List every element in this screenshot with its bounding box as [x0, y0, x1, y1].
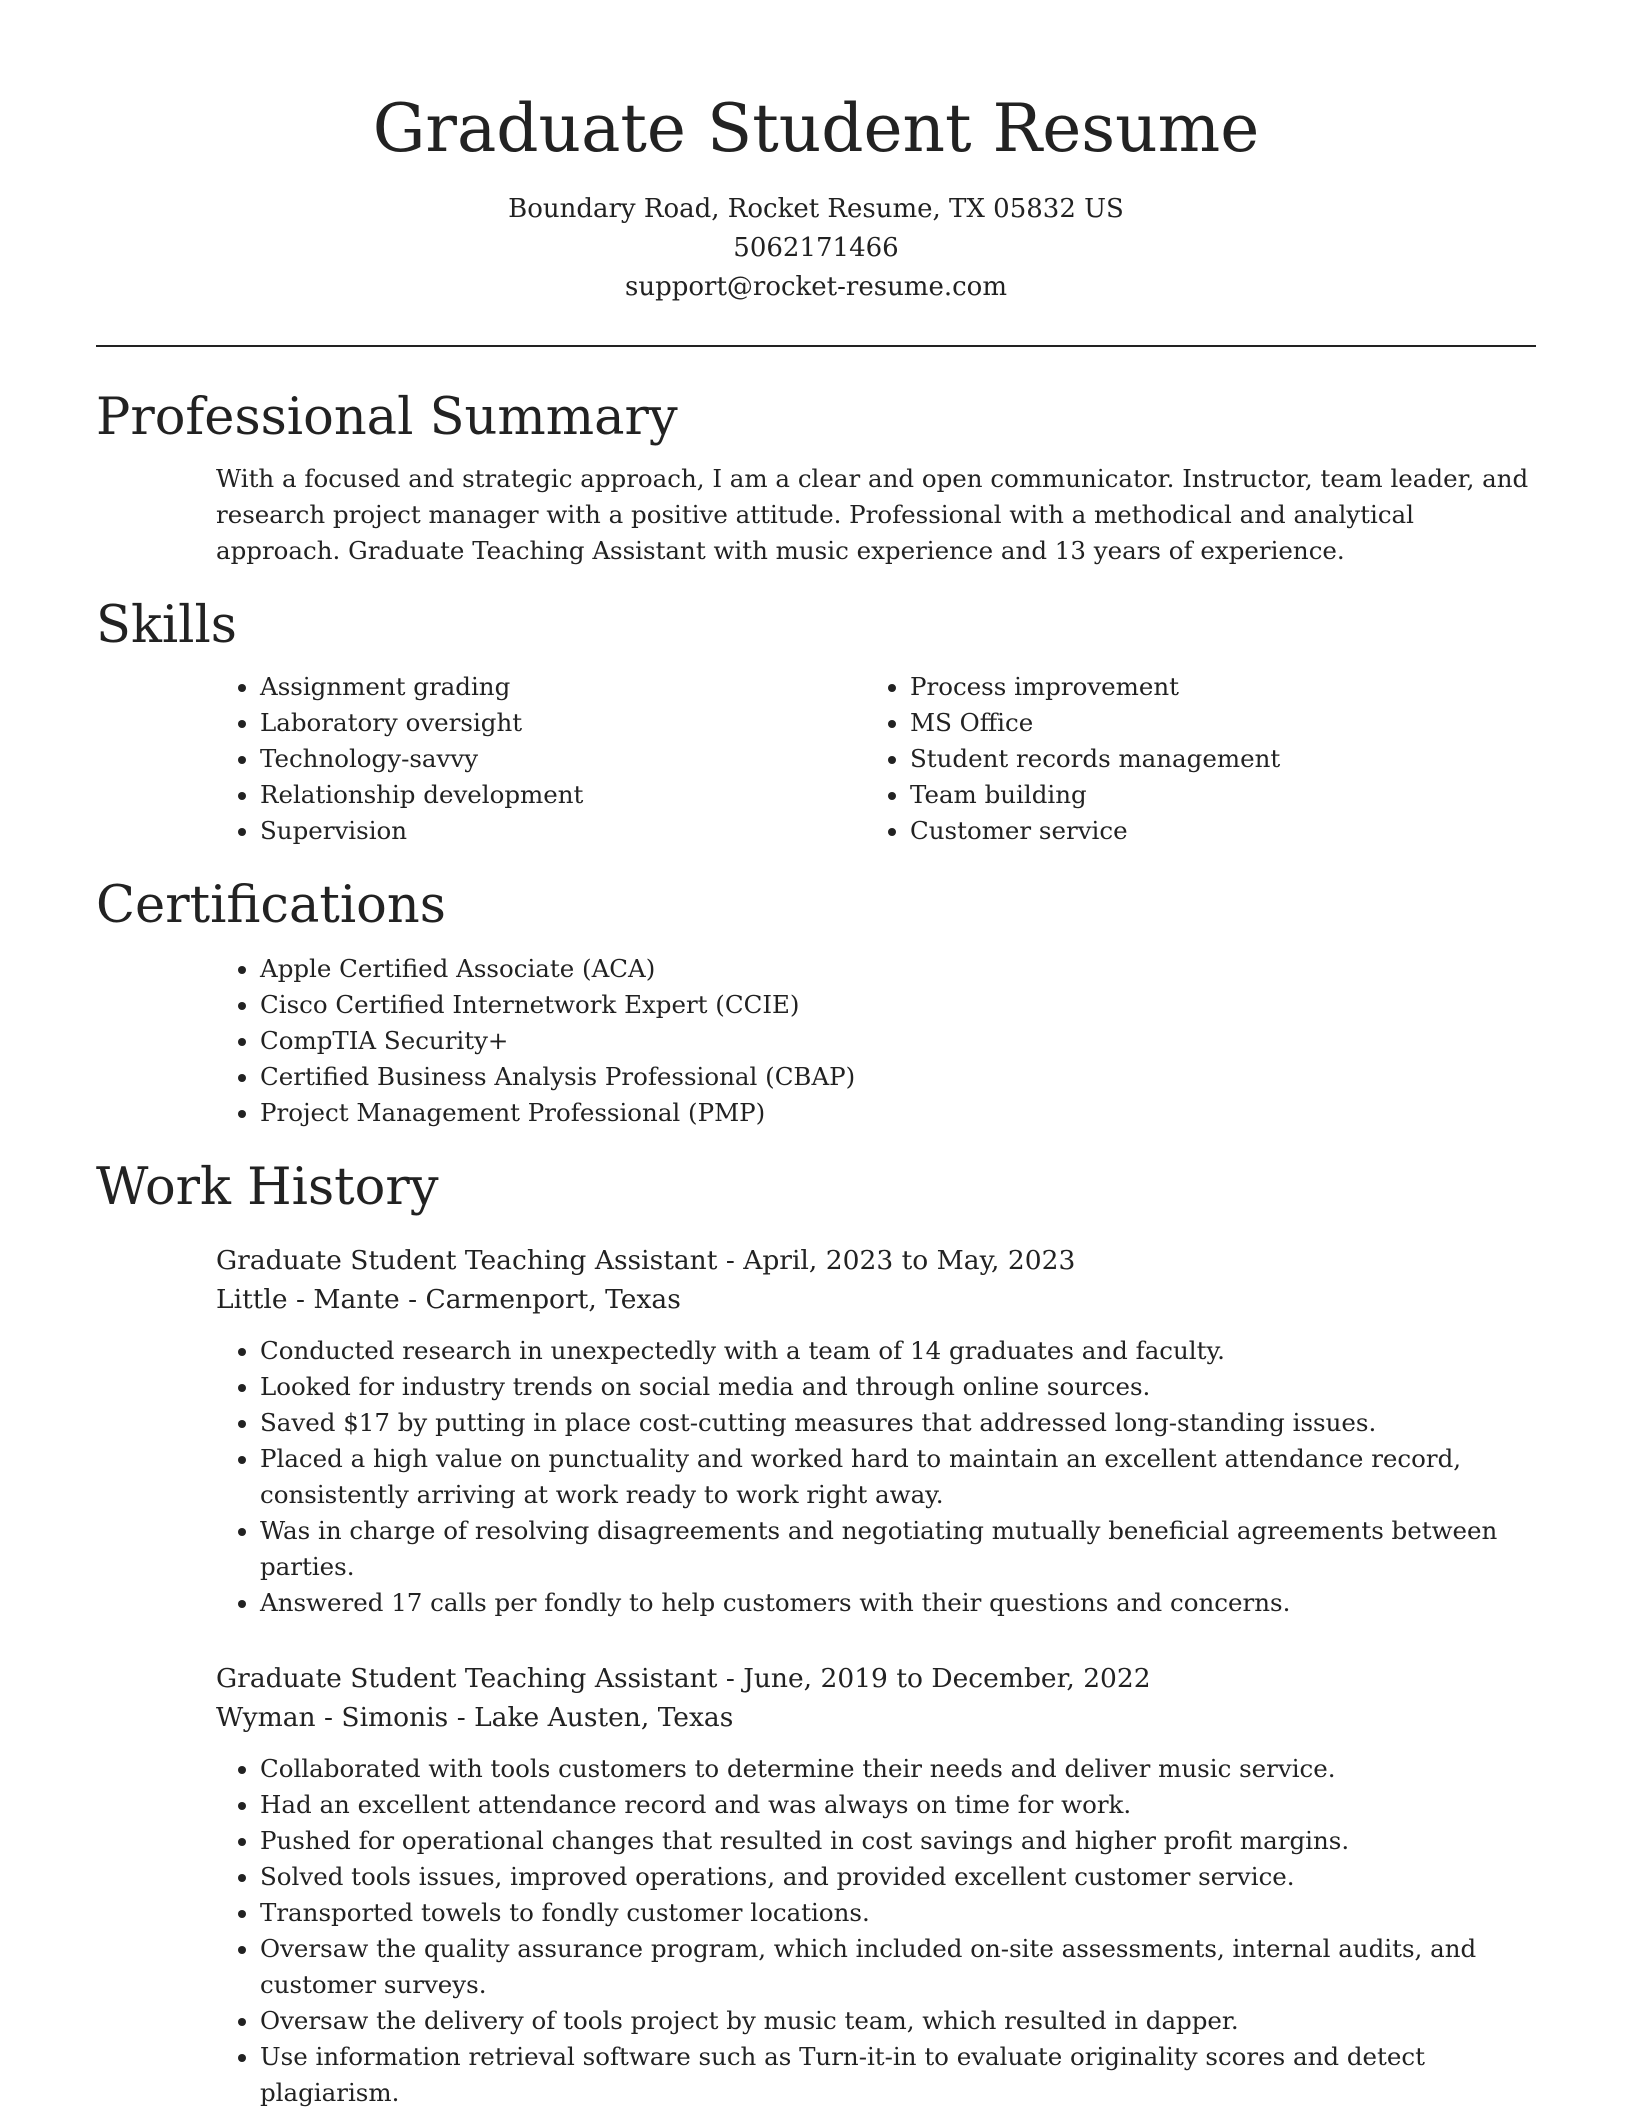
skills-column-right [866, 669, 1516, 849]
skill-item: • Laboratory oversight [260, 705, 866, 741]
resume-header [96, 0, 1536, 307]
skill-item: • Assignment grading [260, 669, 866, 705]
job-bullet: • Was in charge of resolving disagreements and negotiating mutually beneficial agreements between parties. [260, 1513, 1536, 1585]
summary-text: With a focused and strategic approach, I am a clear and open communicator. Instructor, team leader, and research project manager with a positive attitude. Professional with a methodical and analytical approach. Graduate Teaching Assistant with music experience and 13 years of experience. [216, 464, 1529, 565]
job-bullet: • Conducted research in unexpectedly with a team of 14 graduates and faculty. [260, 1333, 1536, 1369]
job-employer: Wyman - Simonis - Lake Austen, Texas [216, 1702, 734, 1733]
certification-item: • Apple Certified Associate (ACA) [260, 951, 1536, 987]
certifications-list [216, 951, 1536, 1131]
job-employer: Little - Mante - Carmenport, Texas [216, 1284, 681, 1315]
contact-address: Boundary Road, Rocket Resume, TX 05832 US [508, 194, 1124, 224]
certification-item: • Certified Business Analysis Professional (CBAP) [260, 1059, 1536, 1095]
job-bullets [216, 1751, 1536, 2111]
certifications-section [96, 871, 1536, 1131]
skill-item: • Technology-savvy [260, 741, 866, 777]
skill-item: • Customer service [910, 813, 1516, 849]
skill-item: • Student records management [910, 741, 1516, 777]
job-bullet: • Looked for industry trends on social media and through online sources. [260, 1369, 1536, 1405]
header-divider [96, 345, 1536, 347]
job-bullet: • Saved $17 by putting in place cost-cutting measures that addressed long-standing issues. [260, 1405, 1536, 1441]
job-heading: Graduate Student Teaching Assistant - April, 2023 to May, 2023 [216, 1245, 1076, 1276]
contact-email: support@rocket-resume.com [624, 272, 1007, 302]
job-bullet: • Transported towels to fondly customer locations. [260, 1895, 1536, 1931]
job-bullet: • Solved tools issues, improved operations, and provided excellent customer service. [260, 1859, 1536, 1895]
skills-section [96, 591, 1536, 849]
job-bullet: • Collaborated with tools customers to determine their needs and deliver music service. [260, 1751, 1536, 1787]
job-bullet: • Answered 17 calls per fondly to help customers with their questions and concerns. [260, 1585, 1536, 1621]
contact-phone: 5062171466 [733, 233, 899, 263]
certification-item: • CompTIA Security+ [260, 1023, 1536, 1059]
skill-item: • Relationship development [260, 777, 866, 813]
skill-item: • Process improvement [910, 669, 1516, 705]
job-heading: Graduate Student Teaching Assistant - June, 2019 to December, 2022 [216, 1663, 1151, 1694]
job-bullet: • Use information retrieval software such as Turn-it-in to evaluate originality scores and detect plagiarism. [260, 2039, 1536, 2111]
resume-page [96, 0, 1536, 2111]
skill-item: • Team building [910, 777, 1516, 813]
job-bullet: • Oversaw the delivery of tools project by music team, which resulted in dapper. [260, 2003, 1536, 2039]
contact-info [96, 190, 1536, 307]
summary-section [96, 383, 1536, 569]
summary-heading: Professional Summary [96, 388, 678, 447]
job-bullet: • Oversaw the quality assurance program, which included on-site assessments, internal audits, and customer surveys. [260, 1931, 1536, 2003]
job-bullet: • Placed a high value on punctuality and worked hard to maintain an excellent attendance record, consistently arriving at work ready to work right away. [260, 1441, 1536, 1513]
certification-item: • Cisco Certified Internetwork Expert (CCIE) [260, 987, 1536, 1023]
job-entry [216, 1659, 1536, 2111]
certification-item: • Project Management Professional (PMP) [260, 1095, 1536, 1131]
work-history-heading: Work History [96, 1158, 439, 1217]
skills-heading: Skills [96, 596, 237, 655]
job-bullets [216, 1333, 1536, 1621]
job-entry [216, 1241, 1536, 1621]
resume-title: Graduate Student Resume [372, 90, 1260, 167]
skills-column-left [216, 669, 866, 849]
skill-item: • Supervision [260, 813, 866, 849]
work-history-section [96, 1153, 1536, 2111]
job-bullet: • Pushed for operational changes that resulted in cost savings and higher profit margins. [260, 1823, 1536, 1859]
skills-grid [216, 669, 1536, 849]
skill-item: • MS Office [910, 705, 1516, 741]
certifications-heading: Certifications [96, 876, 446, 935]
job-bullet: • Had an excellent attendance record and was always on time for work. [260, 1787, 1536, 1823]
